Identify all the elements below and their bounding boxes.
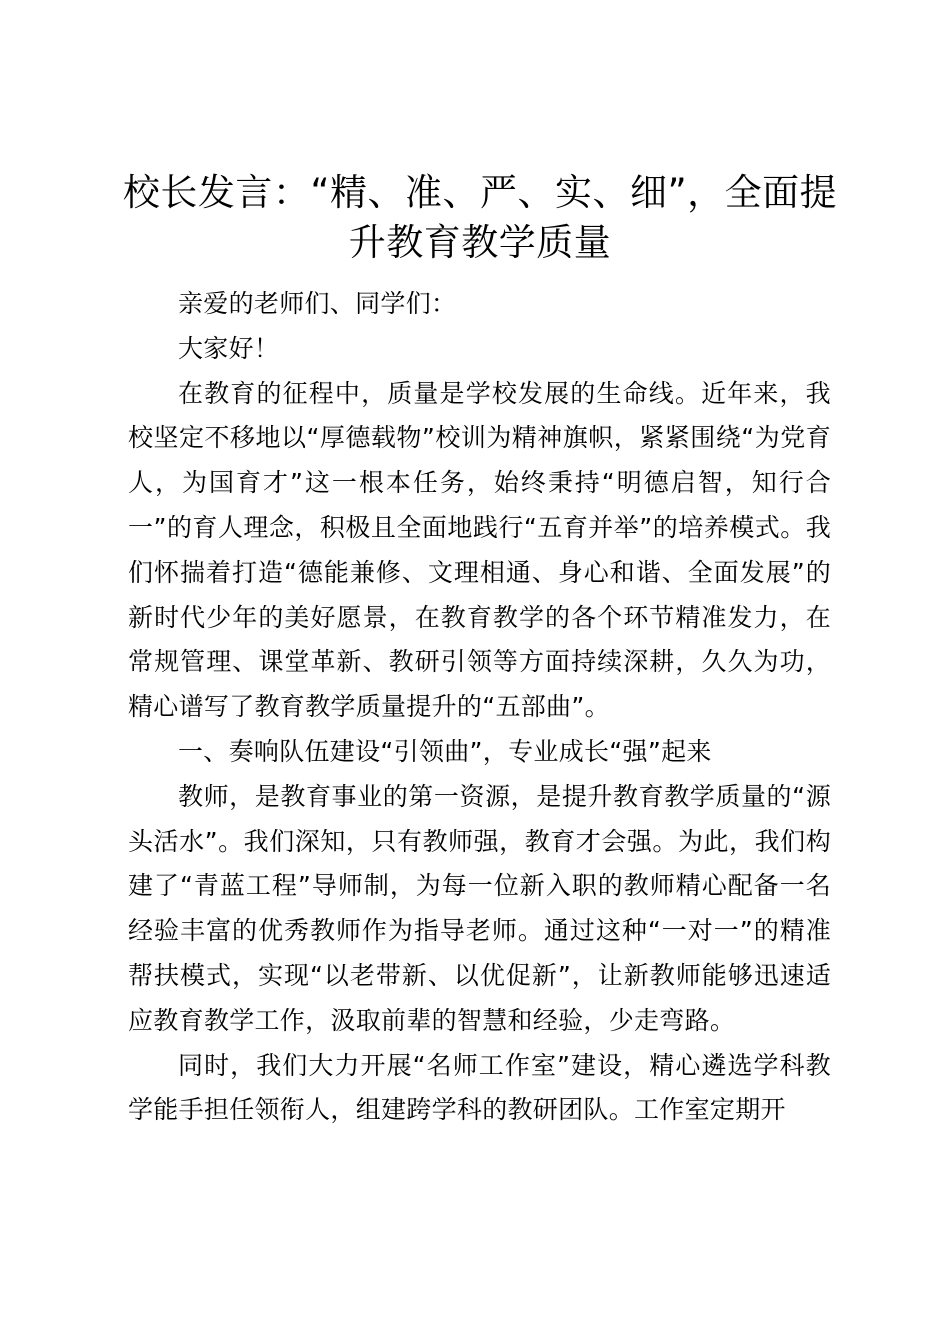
section-1-paragraph-1: 教师，是教育事业的第一资源，是提升教育教学质量的“源头活水”。我们深知，只有教师强，教育才会强。为此，我们构建了“青蓝工程”导师制，为每一位新入职的教师精心配备一名经验丰富的优秀教师作为指导老师。通过这种“一对一”的精准帮扶模式，实现“以老带新、以优促新”，让新教师能够迅速适应教育教学工作，汲取前辈的智慧和经验，少走弯路。 [128,781,831,1035]
greeting: 大家好！ [178,333,280,363]
document-title: 校长发言：“精、准、严、实、细”，全面提升教育教学质量 [122,171,838,264]
section-heading-1: 一、奏响队伍建设“引领曲”，专业成长“强”起来 [178,736,712,766]
document-body [128,282,831,1133]
intro-paragraph: 在教育的征程中，质量是学校发展的生命线。近年来，我校坚定不移地以“厚德载物”校训为精神旗帜，紧紧围绕“为党育人，为国育才”这一根本任务，始终秉持“明德启智，知行合一”的育人理念，积极且全面地践行“五育并举”的培养模式。我们怀揣着打造“德能兼修、文理相通、身心和谐、全面发展”的新时代少年的美好愿景，在教育教学的各个环节精准发力，在常规管理、课堂革新、教研引领等方面持续深耕，久久为功，精心谱写了教育教学质量提升的“五部曲”。 [128,378,831,722]
section-1-paragraph-2: 同时，我们大力开展“名师工作室”建设，精心遴选学科教学能手担任领衔人，组建跨学科的教研团队。工作室定期开 [128,1050,831,1125]
salutation: 亲爱的老师们、同学们： [178,289,457,318]
